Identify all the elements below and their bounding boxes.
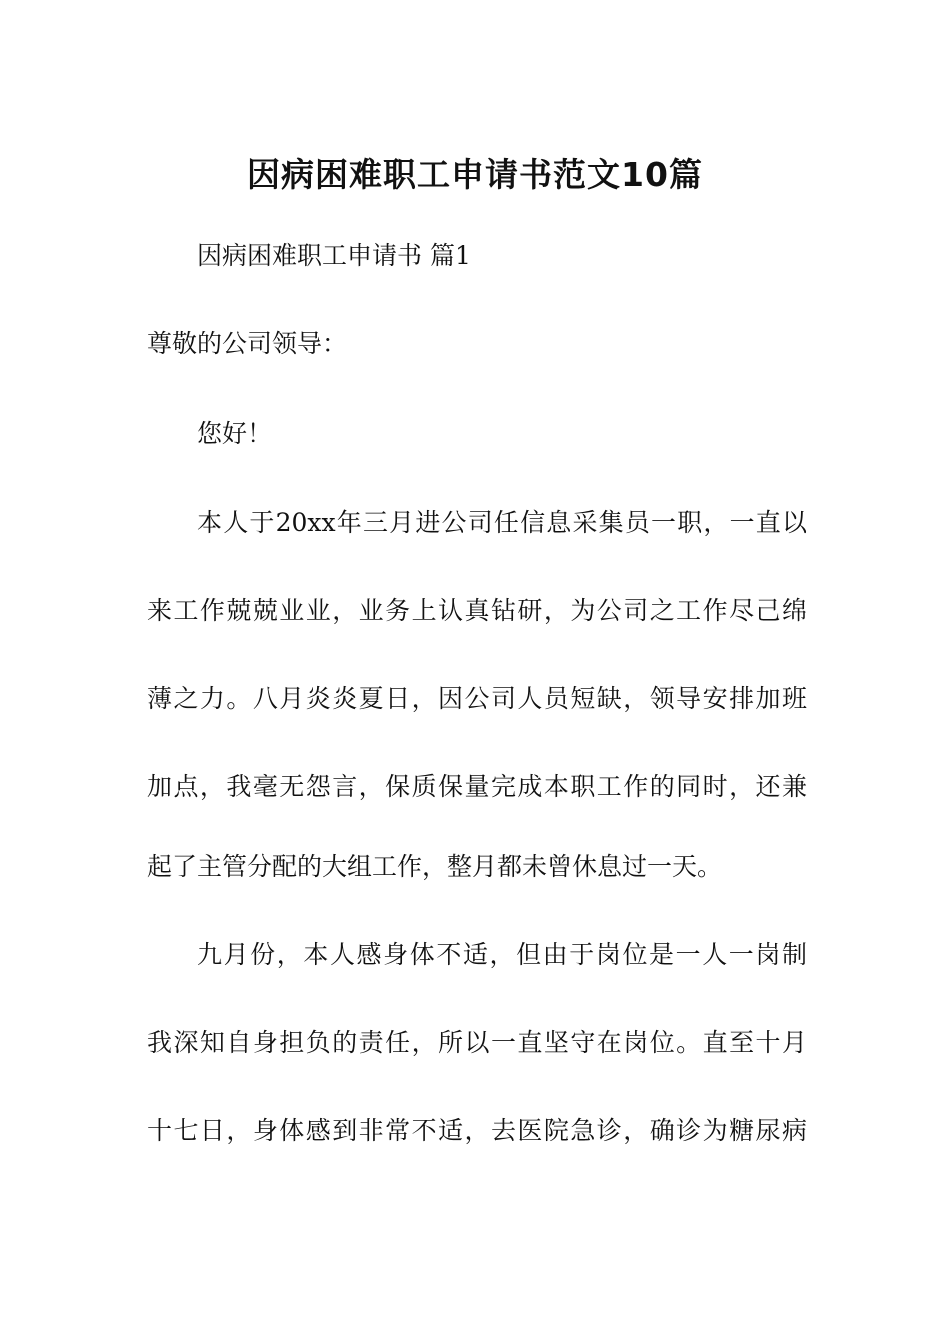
paragraph-line: 九月份，本人感身体不适，但由于岗位是一人一岗制 bbox=[197, 940, 807, 969]
section-heading: 因病困难职工申请书 篇1 bbox=[197, 241, 471, 270]
paragraph-line: 十七日，身体感到非常不适，去医院急诊，确诊为糖尿病 bbox=[147, 1116, 807, 1145]
paragraph-line: 来工作兢兢业业，业务上认真钻研，为公司之工作尽己绵 bbox=[147, 596, 807, 625]
paragraph-line: 起了主管分配的大组工作，整月都未曾休息过一天。 bbox=[147, 852, 723, 881]
paragraph-line: 加点，我毫无怨言，保质保量完成本职工作的同时，还兼 bbox=[147, 772, 807, 801]
paragraph-line: 薄之力。八月炎炎夏日，因公司人员短缺，领导安排加班 bbox=[147, 684, 807, 713]
greeting: 您好！ bbox=[197, 419, 273, 448]
salutation: 尊敬的公司领导： bbox=[147, 329, 348, 358]
paragraph-line: 我深知自身担负的责任，所以一直坚守在岗位。直至十月 bbox=[147, 1028, 807, 1057]
paragraph-line: 本人于20xx年三月进公司任信息采集员一职，一直以 bbox=[197, 508, 807, 537]
document-title: 因病困难职工申请书范文10篇 bbox=[247, 155, 703, 194]
